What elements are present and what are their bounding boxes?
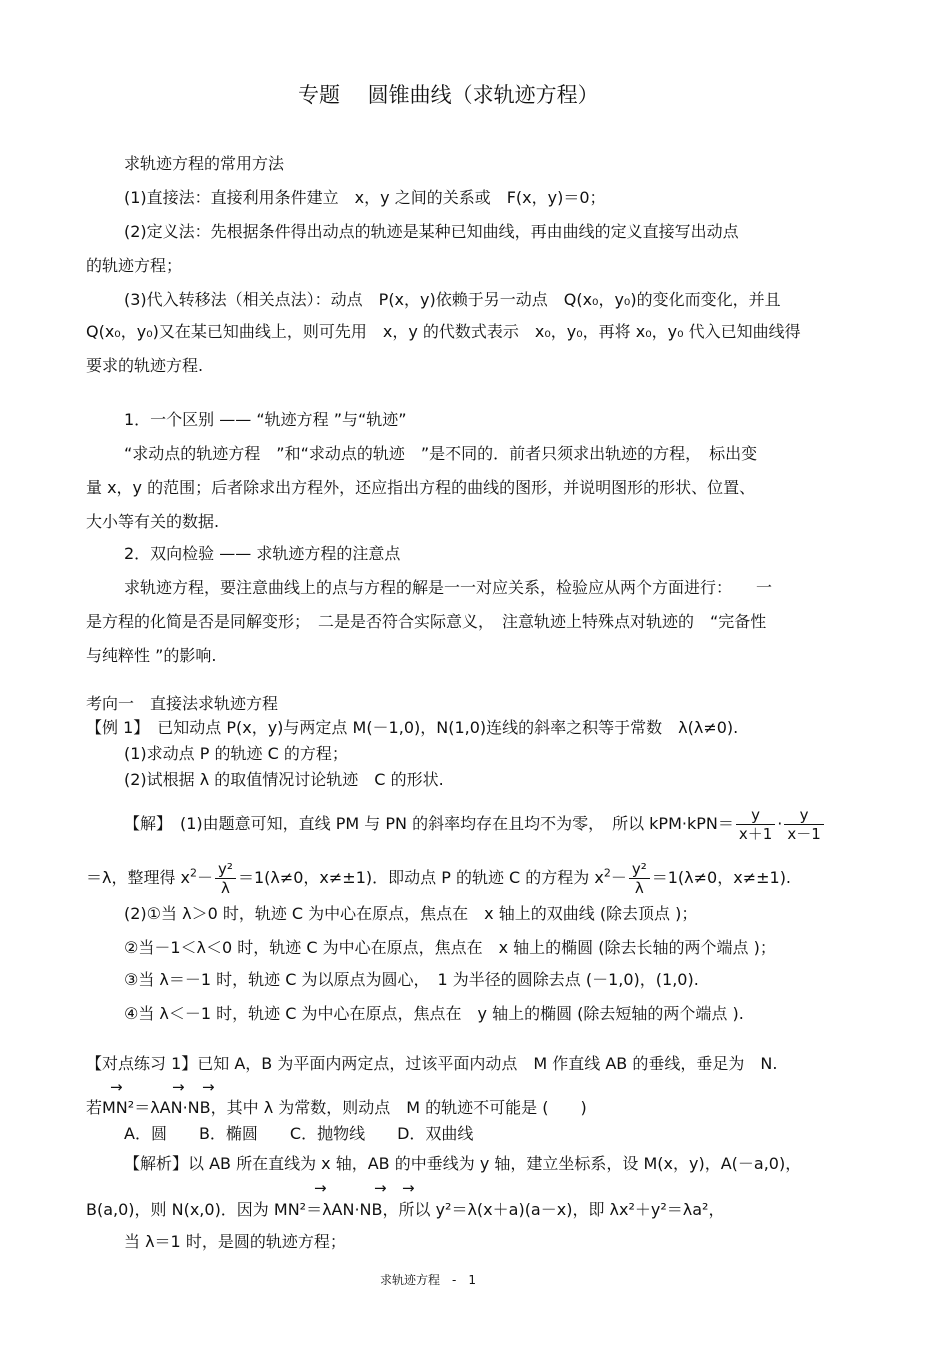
- fraction: [784, 806, 823, 843]
- fraction-denominator: x－1: [787, 825, 821, 843]
- minus-sign: －: [610, 868, 627, 887]
- page-footer: 求轨迹方程 - 1: [380, 1273, 476, 1287]
- fraction-denominator: x＋1: [738, 825, 773, 843]
- section2-heading: 2．双向检验 —— 求轨迹方程的注意点: [124, 544, 401, 563]
- fraction-numerator: y²: [215, 860, 236, 879]
- method-definition-line1: (2)定义法：先根据条件得出动点的轨迹是某种已知曲线，再由曲线的定义直接写出动点: [124, 222, 739, 241]
- method-substitution-line3: 要求的轨迹方程.: [86, 356, 204, 375]
- fraction: [215, 860, 236, 897]
- section1-para-line2: 量 x，y 的范围；后者除求出方程外，还应指出方程的曲线的图形，并说明图形的形状、位置、: [86, 478, 756, 497]
- practice1-options: A．圆 B．椭圆 C．抛物线 D．双曲线: [124, 1124, 474, 1143]
- exponent: 2: [190, 866, 198, 880]
- minus-sign: －: [197, 868, 214, 887]
- section2-para-line1: 求轨迹方程，要注意曲线上的点与方程的解是一一对应关系，检验应从两个方面进行： 一: [124, 578, 773, 597]
- vector-arrow: →: [172, 1078, 185, 1096]
- vector-arrow: →: [202, 1078, 215, 1096]
- fraction-denominator: λ: [634, 879, 644, 897]
- fraction: [736, 806, 775, 843]
- case-2: ②当－1＜λ＜0 时，轨迹 C 为中心在原点，焦点在 x 轴上的椭圆 (除去长轴的两个端点 )；: [124, 938, 776, 957]
- method-definition-line2: 的轨迹方程；: [86, 256, 183, 275]
- practice1-analysis-line1: 【解析】以 AB 所在直线为 x 轴，AB 的中垂线为 y 轴，建立坐标系，设 M(x，y)，A(－a,0)，: [124, 1154, 802, 1173]
- example1-part2: (2)试根据 λ 的取值情况讨论轨迹 C 的形状.: [124, 770, 444, 789]
- vector-arrow: →: [110, 1078, 123, 1096]
- vector-arrow: →: [402, 1179, 415, 1197]
- method-substitution-line2: Q(x₀，y₀)又在某已知曲线上，则可先用 x，y 的代数式表示 x₀，y₀，再将 x₀，y₀ 代入已知曲线得: [86, 322, 801, 341]
- method-direct: (1)直接法：直接利用条件建立 x，y 之间的关系或 F(x，y)＝0；: [124, 188, 606, 207]
- exponent: 2: [603, 866, 611, 880]
- solution-text: ＝1(λ≠0，x≠±1).: [651, 868, 792, 887]
- fraction-numerator: y: [736, 806, 775, 825]
- fraction: [629, 860, 650, 897]
- solution-text: ＝1(λ≠0，x≠±1)．即动点 P 的轨迹 C 的方程为 x: [237, 868, 604, 887]
- example1-solution-line2: [86, 860, 791, 897]
- solution-text: 【解】 (1)由题意可知，直线 PM 与 PN 的斜率均存在且均不为零， 所以 kPM·kPN＝: [124, 814, 734, 833]
- kaoxiang-heading: 考向一 直接法求轨迹方程: [86, 694, 279, 713]
- section1-para-line1: “求动点的轨迹方程 ”和“求动点的轨迹 ”是不同的．前者只须求出轨迹的方程， 标出变: [124, 444, 758, 463]
- intro-heading: 求轨迹方程的常用方法: [124, 154, 285, 173]
- example1-part1: (1)求动点 P 的轨迹 C 的方程；: [124, 744, 348, 763]
- fraction-numerator: y: [784, 806, 823, 825]
- section2-para-line2: 是方程的化简是否是同解变形； 二是是否符合实际意义， 注意轨迹上特殊点对轨迹的 “完备性: [86, 612, 767, 631]
- vector-arrow: →: [314, 1179, 327, 1197]
- case-4: ④当 λ＜－1 时，轨迹 C 为中心在原点，焦点在 y 轴上的椭圆 (除去短轴的两个端点 ).: [124, 1004, 744, 1023]
- method-substitution-line1: (3)代入转移法（相关点法）：动点 P(x，y)依赖于另一动点 Q(x₀，y₀)的变化而变化，并且: [124, 290, 781, 309]
- vector-arrow: →: [374, 1179, 387, 1197]
- case-1: (2)①当 λ＞0 时，轨迹 C 为中心在原点，焦点在 x 轴上的双曲线 (除去顶点 )；: [124, 904, 698, 923]
- practice1-analysis-line2: B(a,0)，则 N(x,0)．因为 MN²＝λAN·NB，所以 y²＝λ(x＋a)(a－x)，即 λx²＋y²＝λa²，: [86, 1200, 725, 1219]
- case-3: ③当 λ＝－1 时，轨迹 C 为以原点为圆心， 1 为半径的圆除去点 (－1,0)，(1,0).: [124, 970, 699, 989]
- page-title: 专题 圆锥曲线（求轨迹方程）: [298, 83, 599, 107]
- example1-solution-line1: [124, 806, 826, 843]
- example1-question: 【例 1】 已知动点 P(x，y)与两定点 M(－1,0)，N(1,0)连线的斜率之积等于常数 λ(λ≠0).: [86, 718, 739, 737]
- practice1-question-line1: 【对点练习 1】已知 A，B 为平面内两定点，过该平面内动点 M 作直线 AB 的垂线，垂足为 N.: [86, 1054, 778, 1073]
- practice1-analysis-line3: 当 λ＝1 时，是圆的轨迹方程；: [124, 1232, 346, 1251]
- section2-para-line3: 与纯粹性 ”的影响.: [86, 646, 217, 665]
- solution-text: ＝λ，整理得 x: [86, 868, 191, 887]
- multiply-dot: ·: [777, 814, 783, 833]
- section1-para-line3: 大小等有关的数据.: [86, 512, 220, 531]
- practice1-question-line2: 若MN²＝λAN·NB，其中 λ 为常数，则动点 M 的轨迹不可能是 ( ): [86, 1098, 587, 1117]
- fraction-denominator: λ: [221, 879, 230, 897]
- section1-heading: 1．一个区别 —— “轨迹方程 ”与“轨迹”: [124, 410, 407, 429]
- fraction-numerator: y²: [629, 860, 650, 879]
